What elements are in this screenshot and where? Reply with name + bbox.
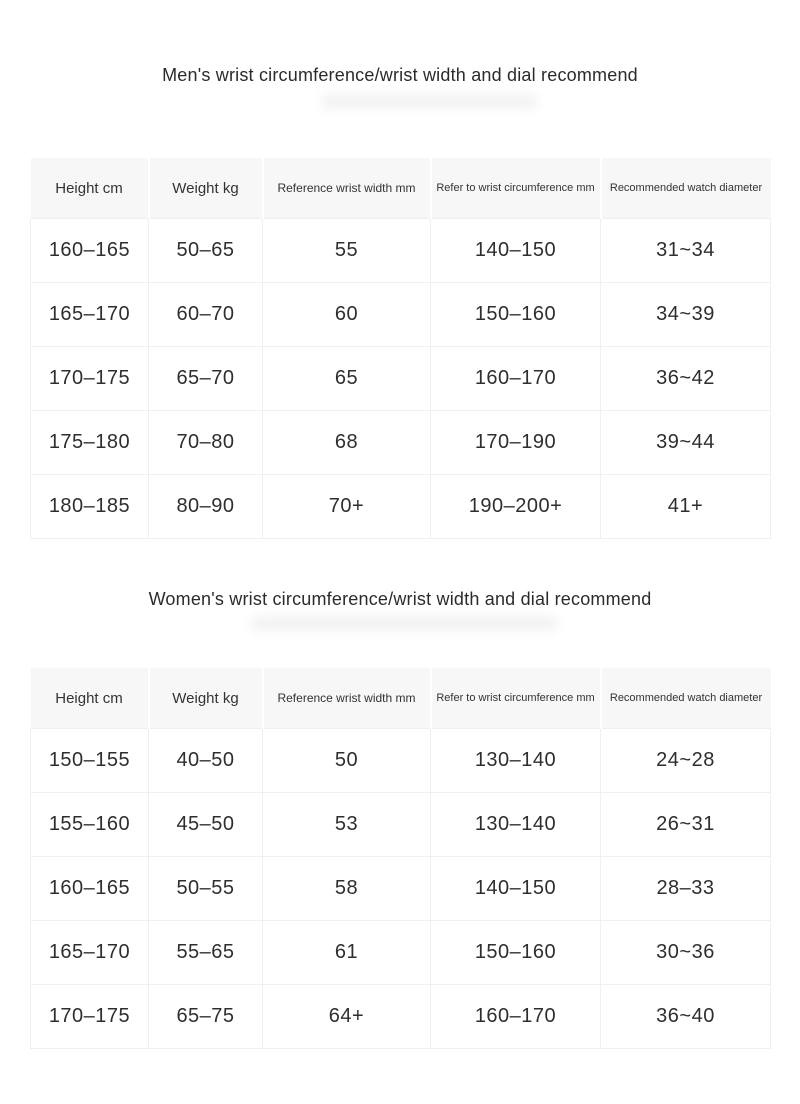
column-header: Weight kg xyxy=(149,668,263,729)
table-cell: 160–170 xyxy=(431,985,601,1049)
table-cell: 170–175 xyxy=(31,347,149,411)
column-header: Refer to wrist circumference mm xyxy=(431,668,601,729)
table-cell: 36~40 xyxy=(601,985,771,1049)
table-row xyxy=(31,985,771,1049)
table-cell: 150–155 xyxy=(31,729,149,793)
table-cell: 180–185 xyxy=(31,475,149,539)
table-cell: 70–80 xyxy=(149,411,263,475)
table-cell: 55–65 xyxy=(149,921,263,985)
table-cell: 190–200+ xyxy=(431,475,601,539)
table-row xyxy=(31,347,771,411)
table-row xyxy=(31,729,771,793)
table-cell: 60 xyxy=(263,283,431,347)
table-cell: 68 xyxy=(263,411,431,475)
mens-size-table xyxy=(30,158,770,539)
table-cell: 31~34 xyxy=(601,219,771,283)
table-cell: 170–175 xyxy=(31,985,149,1049)
table-cell: 50–55 xyxy=(149,857,263,921)
table-cell: 130–140 xyxy=(431,793,601,857)
table-cell: 160–165 xyxy=(31,219,149,283)
table-cell: 53 xyxy=(263,793,431,857)
table-row xyxy=(31,411,771,475)
mens-table-title: Men's wrist circumference/wrist width and dial recommend xyxy=(162,65,638,85)
table-cell: 45–50 xyxy=(149,793,263,857)
faded-watermark-men xyxy=(322,94,537,109)
table-cell: 28–33 xyxy=(601,857,771,921)
table-cell: 65–70 xyxy=(149,347,263,411)
header-row xyxy=(31,158,771,219)
table-cell: 150–160 xyxy=(431,921,601,985)
table-cell: 65 xyxy=(263,347,431,411)
table-cell: 70+ xyxy=(263,475,431,539)
column-header: Reference wrist width mm xyxy=(263,158,431,219)
column-header: Refer to wrist circumference mm xyxy=(431,158,601,219)
table-cell: 165–170 xyxy=(31,921,149,985)
header-row xyxy=(31,668,771,729)
column-header: Weight kg xyxy=(149,158,263,219)
table-cell: 58 xyxy=(263,857,431,921)
mens-size-table-grid xyxy=(30,158,771,539)
table-cell: 24~28 xyxy=(601,729,771,793)
table-cell: 55 xyxy=(263,219,431,283)
table-cell: 80–90 xyxy=(149,475,263,539)
table-cell: 160–165 xyxy=(31,857,149,921)
table-row xyxy=(31,283,771,347)
table-row xyxy=(31,921,771,985)
table-cell: 50–65 xyxy=(149,219,263,283)
table-cell: 64+ xyxy=(263,985,431,1049)
table-cell: 140–150 xyxy=(431,219,601,283)
table-cell: 39~44 xyxy=(601,411,771,475)
table-cell: 40–50 xyxy=(149,729,263,793)
table-row xyxy=(31,793,771,857)
table-cell: 165–170 xyxy=(31,283,149,347)
womens-size-table xyxy=(30,668,770,1049)
table-cell: 26~31 xyxy=(601,793,771,857)
table-cell: 36~42 xyxy=(601,347,771,411)
table-cell: 30~36 xyxy=(601,921,771,985)
table-cell: 61 xyxy=(263,921,431,985)
column-header: Height cm xyxy=(31,158,149,219)
table-cell: 170–190 xyxy=(431,411,601,475)
table-cell: 50 xyxy=(263,729,431,793)
table-cell: 160–170 xyxy=(431,347,601,411)
table-row xyxy=(31,475,771,539)
womens-size-table-grid xyxy=(30,668,771,1049)
column-header: Recommended watch diameter xyxy=(601,158,771,219)
womens-table-title: Women's wrist circumference/wrist width and dial recommend xyxy=(148,589,652,609)
table-cell: 150–160 xyxy=(431,283,601,347)
column-header: Height cm xyxy=(31,668,149,729)
table-cell: 140–150 xyxy=(431,857,601,921)
table-row xyxy=(31,857,771,921)
faded-watermark-women xyxy=(252,616,557,631)
table-row xyxy=(31,219,771,283)
table-cell: 130–140 xyxy=(431,729,601,793)
table-cell: 65–75 xyxy=(149,985,263,1049)
column-header: Reference wrist width mm xyxy=(263,668,431,729)
table-cell: 41+ xyxy=(601,475,771,539)
table-cell: 60–70 xyxy=(149,283,263,347)
table-cell: 175–180 xyxy=(31,411,149,475)
table-cell: 34~39 xyxy=(601,283,771,347)
table-cell: 155–160 xyxy=(31,793,149,857)
column-header: Recommended watch diameter xyxy=(601,668,771,729)
